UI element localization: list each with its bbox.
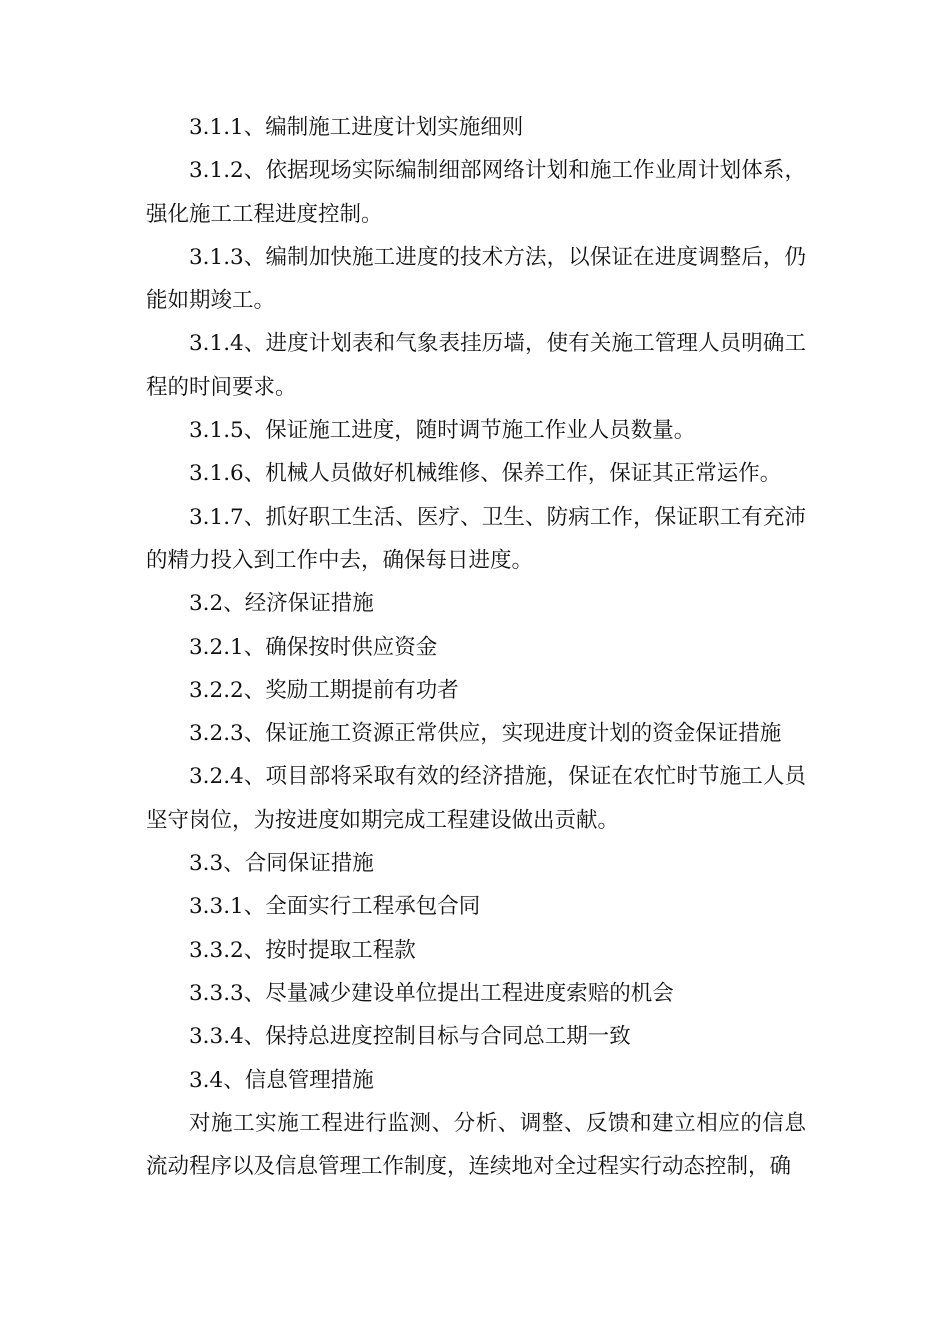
paragraph-info-management: 对施工实施工程进行监测、分析、调整、反馈和建立相应的信息流动程序以及信息管理工作制度，连续地对全过程实行动态控制，确: [146, 1110, 806, 1180]
paragraph-3-1-5: 3.1.5、保证施工进度，随时调节施工作业人员数量。: [189, 418, 696, 444]
paragraph-3-1-7: 3.1.7、抓好职工生活、医疗、卫生、防病工作，保证职工有充沛的精力投入到工作中去，确保每日进度。: [146, 504, 806, 573]
paragraph-3-3-4: 3.3.4、保持总进度控制目标与合同总工期一致: [189, 1024, 631, 1050]
paragraph-3-1-4: 3.1.4、进度计划表和气象表挂历墙，使有关施工管理人员明确工程的时间要求。: [146, 331, 806, 400]
paragraph-3-2-3: 3.2.3、保证施工资源正常供应，实现进度计划的资金保证措施: [189, 721, 782, 747]
paragraph-3-1-1: 3.1.1、编制施工进度计划实施细则: [189, 115, 524, 140]
heading-3-4: 3.4、信息管理措施: [189, 1067, 374, 1093]
paragraph-3-2-4: 3.2.4、项目部将采取有效的经济措施，保证在农忙时节施工人员坚守岗位，为按进度如期完成工程建设做出贡献。: [146, 764, 806, 833]
heading-3-2: 3.2、经济保证措施: [189, 591, 374, 617]
document-page: [146, 106, 806, 1188]
paragraph-3-1-2: 3.1.2、依据现场实际编制细部网络计划和施工作业周计划体系，强化施工工程进度控制。: [146, 158, 806, 227]
heading-3-3: 3.3、合同保证措施: [189, 851, 374, 877]
paragraph-3-2-1: 3.2.1、确保按时供应资金: [189, 634, 438, 660]
paragraph-3-3-2: 3.3.2、按时提取工程款: [189, 937, 416, 963]
paragraph-3-3-1: 3.3.1、全面实行工程承包合同: [189, 894, 481, 920]
paragraph-3-2-2: 3.2.2、奖励工期提前有功者: [189, 677, 459, 703]
paragraph-3-1-3: 3.1.3、编制加快施工进度的技术方法，以保证在进度调整后，仍能如期竣工。: [146, 244, 806, 314]
paragraph-3-1-6: 3.1.6、机械人员做好机械维修、保养工作，保证其正常运作。: [189, 461, 782, 487]
paragraph-3-3-3: 3.3.3、尽量减少建设单位提出工程进度索赔的机会: [189, 980, 674, 1006]
